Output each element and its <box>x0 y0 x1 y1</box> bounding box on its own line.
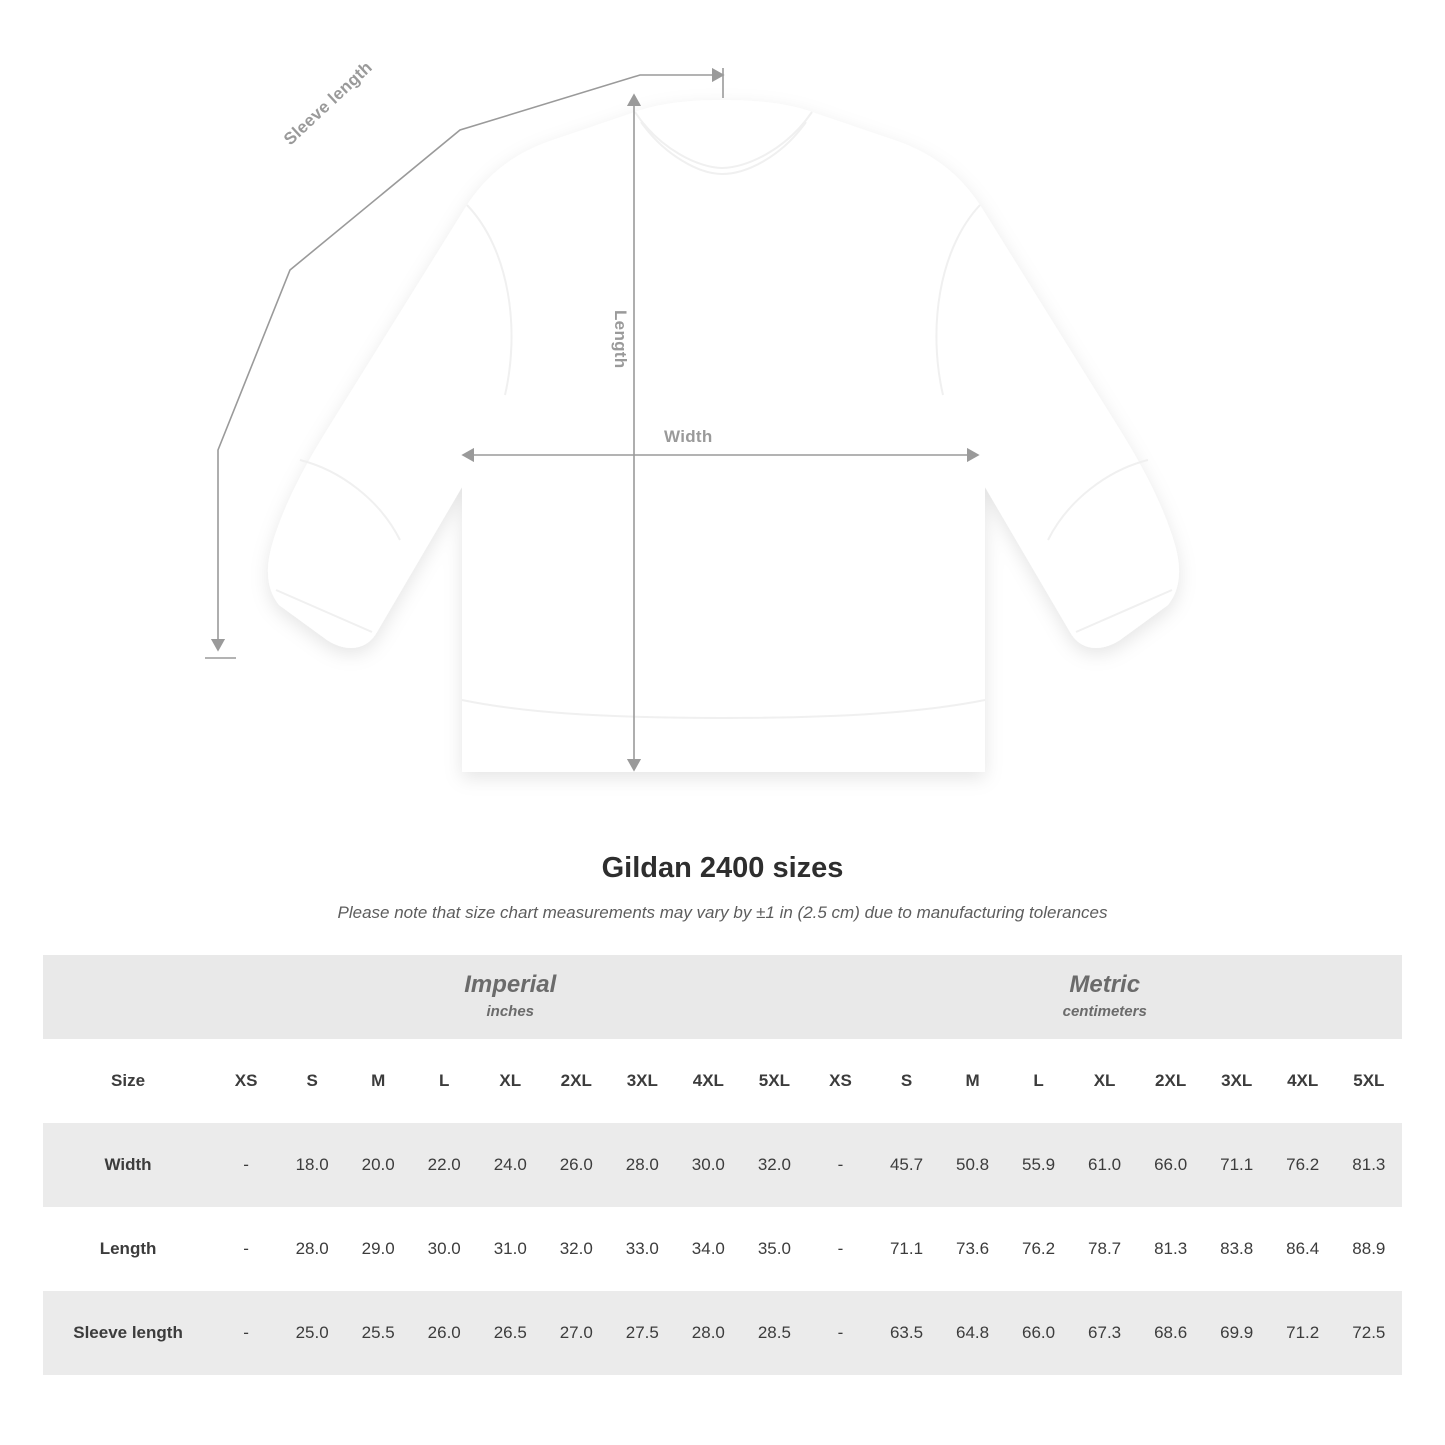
size-chart-table-wrap <box>43 955 1402 1375</box>
cell-width-metric-xs: - <box>807 1123 873 1207</box>
cell-sleeve-imperial-4xl: 28.0 <box>675 1291 741 1375</box>
cell-width-imperial-5xl: 32.0 <box>741 1123 807 1207</box>
cell-length-imperial-xl: 31.0 <box>477 1207 543 1291</box>
width-label: Width <box>664 427 713 446</box>
cell-length-imperial-l: 30.0 <box>411 1207 477 1291</box>
row-label-length: Length <box>43 1207 213 1291</box>
metric-label: Metric <box>1069 971 1141 998</box>
size-header-imperial-2xl: 2XL <box>543 1039 609 1123</box>
sleeve-length-label: Sleeve length <box>280 57 376 149</box>
size-header-imperial-s: S <box>279 1039 345 1123</box>
cell-width-metric-xl: 61.0 <box>1072 1123 1138 1207</box>
size-header-imperial-5xl: 5XL <box>741 1039 807 1123</box>
cell-sleeve-imperial-5xl: 28.5 <box>741 1291 807 1375</box>
page-title: Gildan 2400 sizes <box>601 852 844 884</box>
row-label-sleeve-length: Sleeve length <box>43 1291 213 1375</box>
cell-length-imperial-3xl: 33.0 <box>609 1207 675 1291</box>
cell-sleeve-imperial-2xl: 27.0 <box>543 1291 609 1375</box>
unit-system-corner-cell <box>43 955 213 1039</box>
row-label-width: Width <box>43 1123 213 1207</box>
size-header-row <box>43 1039 1402 1123</box>
cell-sleeve-metric-xl: 67.3 <box>1072 1291 1138 1375</box>
cell-width-metric-l: 55.9 <box>1006 1123 1072 1207</box>
cell-length-metric-2xl: 81.3 <box>1138 1207 1204 1291</box>
cell-sleeve-imperial-m: 25.5 <box>345 1291 411 1375</box>
table-row <box>43 1123 1402 1207</box>
cell-length-imperial-5xl: 35.0 <box>741 1207 807 1291</box>
shirt-shape <box>268 100 1179 772</box>
cell-width-metric-5xl: 81.3 <box>1336 1123 1402 1207</box>
size-header-imperial-m: M <box>345 1039 411 1123</box>
cell-sleeve-imperial-xs: - <box>213 1291 279 1375</box>
cell-width-imperial-4xl: 30.0 <box>675 1123 741 1207</box>
title-block <box>0 852 1445 923</box>
size-header-imperial-xl: XL <box>477 1039 543 1123</box>
cell-sleeve-imperial-xl: 26.5 <box>477 1291 543 1375</box>
imperial-unit: inches <box>486 1003 535 1020</box>
cell-length-metric-3xl: 83.8 <box>1204 1207 1270 1291</box>
table-row <box>43 1207 1402 1291</box>
size-header-metric-m: M <box>940 1039 1006 1123</box>
unit-system-header-row <box>43 955 1402 1039</box>
cell-width-imperial-m: 20.0 <box>345 1123 411 1207</box>
cell-sleeve-imperial-s: 25.0 <box>279 1291 345 1375</box>
cell-sleeve-metric-l: 66.0 <box>1006 1291 1072 1375</box>
imperial-header-cell <box>213 955 807 1039</box>
length-label: Length <box>611 310 630 369</box>
cell-length-imperial-xs: - <box>213 1207 279 1291</box>
size-header-label: Size <box>43 1039 213 1123</box>
size-header-metric-5xl: 5XL <box>1336 1039 1402 1123</box>
size-header-metric-xs: XS <box>807 1039 873 1123</box>
cell-sleeve-metric-xs: - <box>807 1291 873 1375</box>
cell-width-imperial-xs: - <box>213 1123 279 1207</box>
cell-length-imperial-m: 29.0 <box>345 1207 411 1291</box>
size-header-imperial-xs: XS <box>213 1039 279 1123</box>
cell-length-metric-m: 73.6 <box>940 1207 1006 1291</box>
size-header-metric-s: S <box>873 1039 939 1123</box>
size-header-imperial-3xl: 3XL <box>609 1039 675 1123</box>
cell-length-metric-5xl: 88.9 <box>1336 1207 1402 1291</box>
size-header-metric-l: L <box>1006 1039 1072 1123</box>
cell-width-metric-m: 50.8 <box>940 1123 1006 1207</box>
size-header-imperial-l: L <box>411 1039 477 1123</box>
size-chart-table <box>43 955 1402 1375</box>
cell-length-metric-xs: - <box>807 1207 873 1291</box>
cell-length-imperial-s: 28.0 <box>279 1207 345 1291</box>
cell-width-imperial-l: 22.0 <box>411 1123 477 1207</box>
metric-header-cell <box>807 955 1402 1039</box>
imperial-label: Imperial <box>464 971 557 998</box>
cell-sleeve-imperial-3xl: 27.5 <box>609 1291 675 1375</box>
cell-width-imperial-2xl: 26.0 <box>543 1123 609 1207</box>
cell-width-imperial-xl: 24.0 <box>477 1123 543 1207</box>
size-header-imperial-4xl: 4XL <box>675 1039 741 1123</box>
size-header-metric-3xl: 3XL <box>1204 1039 1270 1123</box>
cell-sleeve-metric-2xl: 68.6 <box>1138 1291 1204 1375</box>
cell-length-metric-4xl: 86.4 <box>1270 1207 1336 1291</box>
metric-unit: centimeters <box>1062 1003 1147 1020</box>
cell-length-imperial-4xl: 34.0 <box>675 1207 741 1291</box>
cell-length-metric-s: 71.1 <box>873 1207 939 1291</box>
cell-sleeve-metric-4xl: 71.2 <box>1270 1291 1336 1375</box>
cell-width-metric-s: 45.7 <box>873 1123 939 1207</box>
cell-length-metric-xl: 78.7 <box>1072 1207 1138 1291</box>
cell-length-imperial-2xl: 32.0 <box>543 1207 609 1291</box>
table-row <box>43 1291 1402 1375</box>
cell-width-imperial-s: 18.0 <box>279 1123 345 1207</box>
cell-sleeve-metric-3xl: 69.9 <box>1204 1291 1270 1375</box>
cell-sleeve-imperial-l: 26.0 <box>411 1291 477 1375</box>
cell-sleeve-metric-5xl: 72.5 <box>1336 1291 1402 1375</box>
size-header-metric-xl: XL <box>1072 1039 1138 1123</box>
cell-width-metric-4xl: 76.2 <box>1270 1123 1336 1207</box>
tolerance-note: Please note that size chart measurements may vary by ±1 in (2.5 cm) due to manufacturing tolerances <box>337 903 1108 922</box>
cell-length-metric-l: 76.2 <box>1006 1207 1072 1291</box>
cell-sleeve-metric-s: 63.5 <box>873 1291 939 1375</box>
cell-sleeve-metric-m: 64.8 <box>940 1291 1006 1375</box>
cell-width-metric-2xl: 66.0 <box>1138 1123 1204 1207</box>
cell-width-imperial-3xl: 28.0 <box>609 1123 675 1207</box>
size-header-metric-2xl: 2XL <box>1138 1039 1204 1123</box>
size-header-metric-4xl: 4XL <box>1270 1039 1336 1123</box>
cell-width-metric-3xl: 71.1 <box>1204 1123 1270 1207</box>
